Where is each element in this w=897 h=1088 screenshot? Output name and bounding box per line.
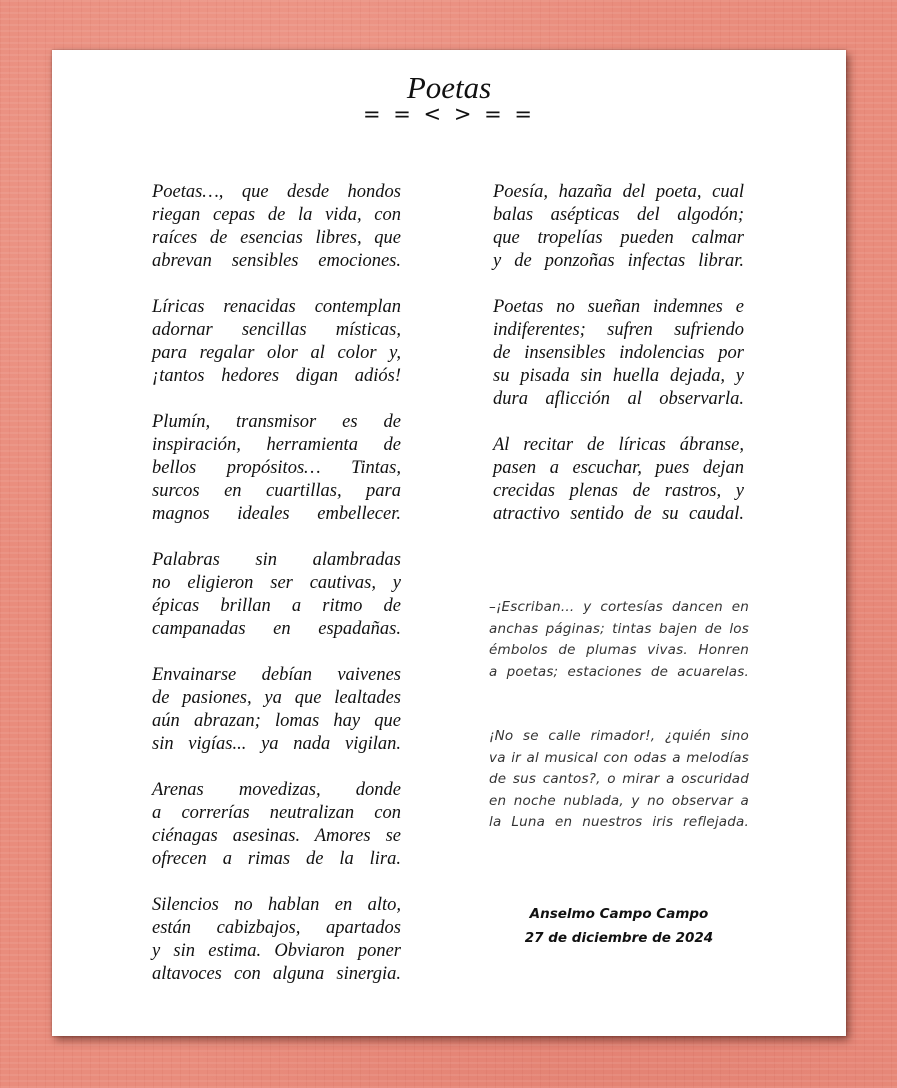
- stanza: [152, 549, 401, 641]
- poem-date: 27 de diciembre de 2024: [524, 930, 714, 946]
- stanza: [493, 296, 744, 411]
- verse-line: indiferentes; sufren sufriendo: [493, 320, 744, 340]
- stanza: [152, 181, 401, 273]
- handwritten-line: la Luna en nuestros iris reflejada.: [489, 814, 749, 830]
- verse-line: altavoces con alguna sinergia.: [152, 964, 401, 984]
- verse-line: que tropelías pueden calmar: [493, 228, 744, 248]
- stanza: [152, 664, 401, 756]
- handwritten-line: anchas páginas; tintas bajen de los: [489, 620, 749, 637]
- handwritten-line: va ir al musical con odas a melodías: [489, 749, 749, 766]
- stanza: [493, 181, 744, 273]
- verse-line: Poetas…, que desde hondos: [152, 182, 401, 202]
- verse-line: Plumín, transmisor es de: [152, 412, 401, 432]
- right-column: [493, 181, 744, 549]
- verse-line: Envainarse debían vaivenes: [152, 665, 401, 685]
- verse-line: de insensibles indolencias por: [493, 343, 744, 363]
- stanza: [152, 779, 401, 871]
- poem-page: [52, 50, 846, 1036]
- verse-line: ciénagas asesinas. Amores se: [152, 826, 401, 846]
- handwritten-line: –¡Escriban... y cortesías dancen en: [489, 599, 749, 615]
- signature-block: [489, 902, 749, 950]
- verse-line: Silencios no hablan en alto,: [152, 895, 401, 915]
- verse-line: inspiración, herramienta de: [152, 435, 401, 455]
- handwritten-line: ¡No se calle rimador!, ¿quién sino: [489, 728, 749, 744]
- verse-line: pasen a escuchar, pues dejan: [493, 458, 744, 478]
- verse-line: de pasiones, ya que lealtades: [152, 688, 401, 708]
- verse-line: Poesía, hazaña del poeta, cual: [493, 182, 744, 202]
- verse-line: no eligieron ser cautivas, y: [152, 573, 401, 593]
- verse-line: sin vigías... ya nada vigilan.: [152, 734, 401, 754]
- verse-line: riegan cepas de la vida, con: [152, 205, 401, 225]
- verse-line: Palabras sin alambradas: [152, 550, 401, 570]
- poem-title: Poetas: [406, 70, 492, 105]
- stanza: [152, 296, 401, 388]
- verse-line: están cabizbajos, apartados: [152, 918, 401, 938]
- verse-line: Arenas movedizas, donde: [152, 780, 401, 800]
- verse-line: adornar sencillas místicas,: [152, 320, 401, 340]
- verse-line: crecidas plenas de rastros, y: [493, 481, 744, 501]
- handwritten-line: a poetas; estaciones de acuarelas.: [489, 663, 749, 680]
- verse-line: para regalar olor al color y,: [152, 343, 401, 363]
- verse-line: magnos ideales embellecer.: [152, 504, 401, 524]
- verse-line: surcos en cuartillas, para: [152, 481, 401, 501]
- verse-line: Al recitar de líricas ábranse,: [493, 435, 744, 455]
- stanza: [152, 411, 401, 526]
- left-column: [152, 181, 401, 1009]
- verse-line: aún abrazan; lomas hay que: [152, 711, 401, 731]
- verse-line: Poetas no sueñan indemnes e: [493, 297, 744, 317]
- verse-line: a correrías neutralizan con: [152, 803, 401, 823]
- verse-line: Líricas renacidas contemplan: [152, 297, 401, 317]
- handwritten-line: émbolos de plumas vivas. Honren: [489, 642, 749, 658]
- verse-line: dura aflicción al observarla.: [493, 389, 744, 409]
- verse-line: ¡tantos hedores digan adiós!: [152, 366, 401, 386]
- title-divider: = = < > = =: [363, 102, 535, 126]
- stanza: [493, 434, 744, 526]
- verse-line: abrevan sensibles emociones.: [152, 251, 401, 271]
- handwritten-line: en noche nublada, y no observar a: [489, 792, 749, 809]
- author-name: Anselmo Campo Campo: [529, 906, 709, 922]
- verse-line: ofrecen a rimas de la lira.: [152, 849, 401, 869]
- handwritten-stanza: [489, 726, 749, 834]
- verse-line: balas asépticas del algodón;: [493, 205, 744, 225]
- verse-line: su pisada sin huella dejada, y: [493, 366, 744, 386]
- verse-line: raíces de esencias libres, que: [152, 228, 401, 248]
- handwritten-line: de sus cantos?, o mirar a oscuridad: [489, 771, 749, 787]
- verse-line: bellos propósitos… Tintas,: [152, 458, 401, 478]
- handwritten-stanza: [489, 597, 749, 683]
- verse-line: y de ponzoñas infectas librar.: [493, 251, 744, 271]
- verse-line: épicas brillan a ritmo de: [152, 596, 401, 616]
- verse-line: y sin estima. Obviaron poner: [152, 941, 401, 961]
- stanza: [152, 894, 401, 986]
- verse-line: atractivo sentido de su caudal.: [493, 504, 744, 524]
- verse-line: campanadas en espadañas.: [152, 619, 401, 639]
